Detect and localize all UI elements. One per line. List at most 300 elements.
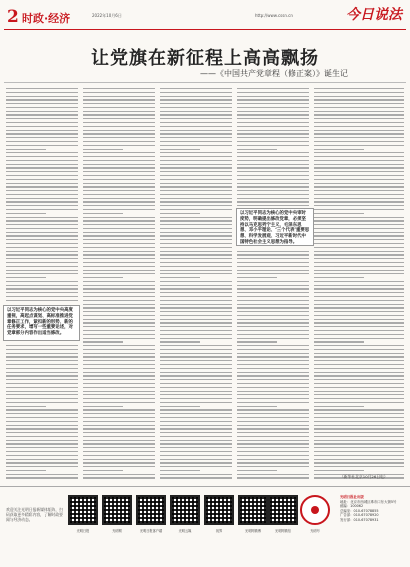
text-line: [6, 232, 78, 233]
text-line: [83, 96, 155, 97]
text-line: [237, 307, 309, 308]
text-line: [237, 103, 309, 104]
text-line: [6, 391, 78, 392]
text-line: [314, 273, 404, 274]
dateline: （新华社北京10月26日电）: [340, 474, 388, 479]
text-line: [6, 99, 78, 100]
qr-code-icon[interactable]: [268, 495, 298, 525]
text-line: [6, 235, 78, 236]
text-line: [6, 122, 78, 123]
publisher-name: 光明日报社出版: [340, 495, 364, 499]
text-line: [160, 455, 232, 456]
text-line: [237, 341, 277, 342]
text-line: [83, 409, 155, 410]
text-line: [160, 243, 232, 244]
text-line: [314, 391, 404, 392]
text-line: [160, 394, 232, 395]
text-line: [314, 262, 404, 263]
text-line: [314, 440, 404, 441]
text-line: [83, 171, 155, 172]
text-line: [314, 447, 404, 448]
text-line: [83, 353, 155, 354]
text-line: [160, 319, 232, 320]
text-line: [160, 307, 232, 308]
text-line: [83, 228, 155, 229]
text-line: [6, 183, 78, 184]
text-line: [160, 96, 232, 97]
text-line: [237, 88, 309, 89]
text-line: [314, 224, 404, 225]
text-line: [6, 349, 78, 350]
text-line: [314, 228, 404, 229]
text-line: [83, 432, 155, 433]
text-line: [314, 183, 404, 184]
pull-quote-box-2: [236, 208, 314, 246]
text-line: [160, 137, 232, 138]
text-line: [160, 92, 232, 93]
text-line: [314, 304, 404, 305]
publisher-line: 地址：北京市西城区珠市口东大街5号: [340, 499, 397, 504]
text-line: [160, 432, 232, 433]
text-line: [160, 107, 232, 108]
text-line: [83, 372, 155, 373]
text-line: [83, 239, 155, 240]
text-line: [160, 466, 232, 467]
text-line: [83, 137, 155, 138]
text-line: [314, 171, 404, 172]
text-line: [6, 186, 78, 187]
text-line: [83, 459, 155, 460]
text-line: [314, 190, 404, 191]
text-line: [314, 459, 404, 460]
text-line: [237, 254, 309, 255]
pull-quote-box-1: [3, 305, 80, 341]
text-line: [83, 341, 123, 342]
text-line: [160, 311, 232, 312]
text-line: [83, 277, 123, 278]
publisher-line: 邮编：100062: [340, 504, 364, 509]
text-line: [314, 217, 404, 218]
text-line: [314, 126, 404, 127]
text-line: [83, 167, 155, 168]
text-line: [6, 224, 78, 225]
text-line: [83, 118, 155, 119]
text-line: [6, 103, 78, 104]
text-line: [237, 470, 277, 471]
text-line: [160, 398, 232, 399]
text-line: [237, 356, 309, 357]
text-line: [83, 141, 155, 142]
text-line: [160, 141, 232, 142]
publisher-line: 发行部：010-67078931: [340, 517, 379, 522]
text-line: [314, 114, 404, 115]
text-line: [160, 183, 232, 184]
text-line: [314, 330, 404, 331]
text-line: [237, 179, 309, 180]
text-line: [237, 319, 309, 320]
text-line: [314, 88, 404, 89]
text-line: [83, 270, 155, 271]
text-line: [83, 296, 155, 297]
text-line: [160, 326, 232, 327]
qr-code-icon[interactable]: [68, 495, 98, 525]
text-line: [83, 334, 155, 335]
text-line: [160, 122, 232, 123]
text-line: [314, 164, 404, 165]
text-line: [83, 440, 155, 441]
text-line: [314, 141, 404, 142]
text-line: [160, 440, 232, 441]
text-line: [237, 266, 309, 267]
text-line: [314, 383, 404, 384]
text-line: [6, 96, 78, 97]
text-line: [6, 413, 78, 414]
text-line: [160, 266, 232, 267]
text-line: [237, 96, 309, 97]
text-line: [83, 107, 155, 108]
text-line: [314, 409, 404, 410]
text-line: [237, 372, 309, 373]
text-line: [160, 447, 232, 448]
qr-code-icon[interactable]: [238, 495, 268, 525]
text-line: [83, 379, 155, 380]
text-line: [160, 220, 232, 221]
text-line: [314, 201, 404, 202]
issue-date: 2022年10月6日: [92, 13, 122, 18]
text-line: [160, 239, 232, 240]
text-line: [314, 349, 404, 350]
text-line: [160, 425, 232, 426]
text-line: [83, 470, 123, 471]
text-line: [237, 296, 309, 297]
text-line: [314, 111, 404, 112]
text-line: [83, 103, 155, 104]
text-line: [237, 133, 309, 134]
text-line: [237, 167, 309, 168]
text-line: [160, 322, 232, 323]
text-line: [83, 122, 155, 123]
text-line: [314, 466, 404, 467]
text-line: [314, 107, 404, 108]
text-line: [314, 186, 404, 187]
text-line: [160, 409, 232, 410]
text-line: [237, 137, 309, 138]
text-line: [83, 133, 155, 134]
text-line: [6, 425, 78, 426]
text-line: [83, 156, 155, 157]
text-line: [237, 311, 309, 312]
text-line: [6, 470, 46, 471]
text-line: [160, 171, 232, 172]
text-line: [83, 315, 155, 316]
text-line: [83, 243, 155, 244]
text-line: [6, 288, 78, 289]
text-line: [237, 383, 309, 384]
text-line: [314, 179, 404, 180]
text-line: [237, 413, 309, 414]
text-line: [160, 133, 232, 134]
text-line: [83, 421, 155, 422]
text-line: [237, 338, 309, 339]
text-line: [160, 114, 232, 115]
text-line: [314, 356, 404, 357]
text-line: [237, 330, 309, 331]
text-line: [6, 402, 78, 403]
text-line: [6, 220, 78, 221]
text-line: [160, 99, 232, 100]
text-line: [160, 338, 232, 339]
text-line: [237, 443, 309, 444]
footer-ad: [0, 486, 410, 567]
text-line: [237, 149, 277, 150]
text-line: [314, 341, 364, 342]
text-line: [6, 171, 78, 172]
text-line: [237, 364, 309, 365]
text-line: [83, 436, 155, 437]
text-line: [83, 224, 155, 225]
text-line: [314, 462, 404, 463]
text-line: [160, 368, 232, 369]
text-line: [83, 273, 155, 274]
text-line: [237, 175, 309, 176]
text-line: [83, 349, 155, 350]
text-line: [160, 462, 232, 463]
text-line: [83, 254, 155, 255]
text-line: [160, 356, 232, 357]
text-line: [160, 156, 232, 157]
text-line: [237, 334, 309, 335]
text-line: [83, 402, 155, 403]
text-line: [6, 137, 78, 138]
text-line: [160, 470, 200, 471]
text-line: [83, 307, 155, 308]
text-line: [6, 258, 78, 259]
text-line: [314, 213, 364, 214]
text-line: [160, 345, 232, 346]
text-line: [83, 251, 155, 252]
text-line: [160, 330, 232, 331]
text-line: [160, 402, 232, 403]
text-line: [160, 383, 232, 384]
text-line: [160, 277, 200, 278]
text-line: [314, 315, 404, 316]
text-line: [83, 114, 155, 115]
text-line: [83, 360, 155, 361]
text-line: [314, 270, 404, 271]
text-line: [314, 406, 364, 407]
qr-code-icon[interactable]: [204, 495, 234, 525]
text-line: [314, 220, 404, 221]
text-line: [237, 194, 309, 195]
text-line: [237, 156, 309, 157]
text-line: [237, 186, 309, 187]
text-line: [83, 99, 155, 100]
text-line: [314, 307, 404, 308]
text-line: [237, 145, 309, 146]
text-line: [314, 243, 404, 244]
text-line: [237, 447, 309, 448]
text-line: [83, 356, 155, 357]
text-line: [6, 277, 46, 278]
text-line: [83, 326, 155, 327]
qr-label: 光明网: [112, 529, 122, 533]
text-line: [160, 247, 232, 248]
text-line: [160, 474, 232, 475]
text-line: [6, 292, 78, 293]
text-line: [237, 251, 309, 252]
text-line: [6, 167, 78, 168]
text-line: [6, 205, 78, 206]
text-line: [237, 183, 309, 184]
text-line: [83, 198, 155, 199]
text-line: [160, 205, 232, 206]
text-line: [314, 398, 404, 399]
text-line: [83, 375, 155, 376]
text-line: [160, 288, 232, 289]
text-line: [160, 477, 232, 478]
text-line: [83, 194, 155, 195]
text-line: [6, 466, 78, 467]
publisher-info: [340, 495, 406, 523]
text-line: [160, 391, 232, 392]
text-line: [160, 451, 232, 452]
headline-divider: [4, 82, 406, 83]
text-line: [314, 258, 404, 259]
text-line: [160, 379, 232, 380]
text-line: [160, 459, 232, 460]
text-line: [83, 201, 155, 202]
text-line: [6, 368, 78, 369]
text-line: [237, 201, 309, 202]
text-line: [314, 118, 404, 119]
text-line: [160, 160, 232, 161]
text-line: [314, 360, 404, 361]
text-line: [6, 107, 78, 108]
text-line: [237, 451, 309, 452]
text-line: [6, 266, 78, 267]
text-line: [83, 262, 155, 263]
text-line: [6, 417, 78, 418]
text-line: [6, 160, 78, 161]
text-line: [237, 258, 309, 259]
text-line: [237, 277, 277, 278]
text-line: [83, 443, 155, 444]
text-line: [6, 141, 78, 142]
text-line: [6, 360, 78, 361]
text-line: [314, 455, 404, 456]
text-line: [83, 126, 155, 127]
qr-code-icon[interactable]: [102, 495, 132, 525]
text-line: [83, 288, 155, 289]
headline: 让党旗在新征程上高高飘扬: [91, 48, 319, 69]
qr-label: 光明日报客户端: [139, 529, 163, 533]
text-line: [314, 160, 404, 161]
text-line: [6, 243, 78, 244]
qr-code-icon[interactable]: [170, 495, 200, 525]
text-line: [83, 413, 155, 414]
text-line: [160, 304, 232, 305]
text-line: [314, 145, 404, 146]
text-line: [237, 322, 309, 323]
text-line: [6, 270, 78, 271]
text-line: [160, 224, 232, 225]
text-line: [314, 239, 404, 240]
text-line: [314, 103, 404, 104]
text-line: [83, 213, 123, 214]
text-line: [314, 285, 404, 286]
text-line: [314, 443, 404, 444]
text-line: [237, 315, 309, 316]
text-line: [6, 262, 78, 263]
text-line: [237, 99, 309, 100]
text-line: [6, 440, 78, 441]
text-line: [237, 122, 309, 123]
text-line: [314, 345, 404, 346]
text-line: [160, 334, 232, 335]
site-url[interactable]: http://www.cssn.cn: [255, 13, 293, 18]
text-line: [83, 149, 123, 150]
text-line: [237, 353, 309, 354]
text-line: [6, 285, 78, 286]
text-line: [160, 341, 200, 342]
text-line: [6, 217, 78, 218]
text-line: [314, 375, 404, 376]
text-line: [314, 266, 404, 267]
text-line: [314, 292, 404, 293]
text-line: [6, 462, 78, 463]
text-line: [160, 285, 232, 286]
text-line: [237, 198, 309, 199]
text-line: [83, 145, 155, 146]
text-line: [237, 190, 309, 191]
pull-quote-1: 以习近平同志为核心的党中央高度重视，高起点谋划、高标准推进党章修正工作，紧扣新的形势、新的任务要求，增写一些重要论述，对党章部分内容作出适当修改。: [7, 308, 73, 337]
text-line: [83, 92, 155, 93]
text-line: [237, 205, 309, 206]
text-line: [314, 311, 404, 312]
text-line: [237, 326, 309, 327]
text-line: [237, 477, 309, 478]
article-column-5: [314, 88, 404, 481]
text-line: [160, 258, 232, 259]
text-line: [6, 432, 78, 433]
text-line: [160, 217, 232, 218]
text-line: [237, 107, 309, 108]
text-line: [160, 152, 232, 153]
text-line: [83, 285, 155, 286]
text-line: [160, 417, 232, 418]
text-line: [314, 368, 404, 369]
text-line: [237, 345, 309, 346]
text-line: [160, 235, 232, 236]
text-line: [160, 421, 232, 422]
qr-label: 光明云媒: [178, 529, 192, 533]
text-line: [160, 375, 232, 376]
text-line: [6, 345, 78, 346]
text-line: [160, 296, 232, 297]
text-line: [6, 436, 78, 437]
text-line: [314, 152, 404, 153]
text-line: [6, 209, 78, 210]
text-line: [237, 164, 309, 165]
article-column-2: [83, 88, 155, 481]
text-line: [6, 88, 78, 89]
text-line: [83, 477, 155, 478]
qr-code-icon[interactable]: [136, 495, 166, 525]
text-line: [6, 421, 78, 422]
text-line: [314, 194, 404, 195]
text-line: [160, 262, 232, 263]
text-line: [160, 251, 232, 252]
